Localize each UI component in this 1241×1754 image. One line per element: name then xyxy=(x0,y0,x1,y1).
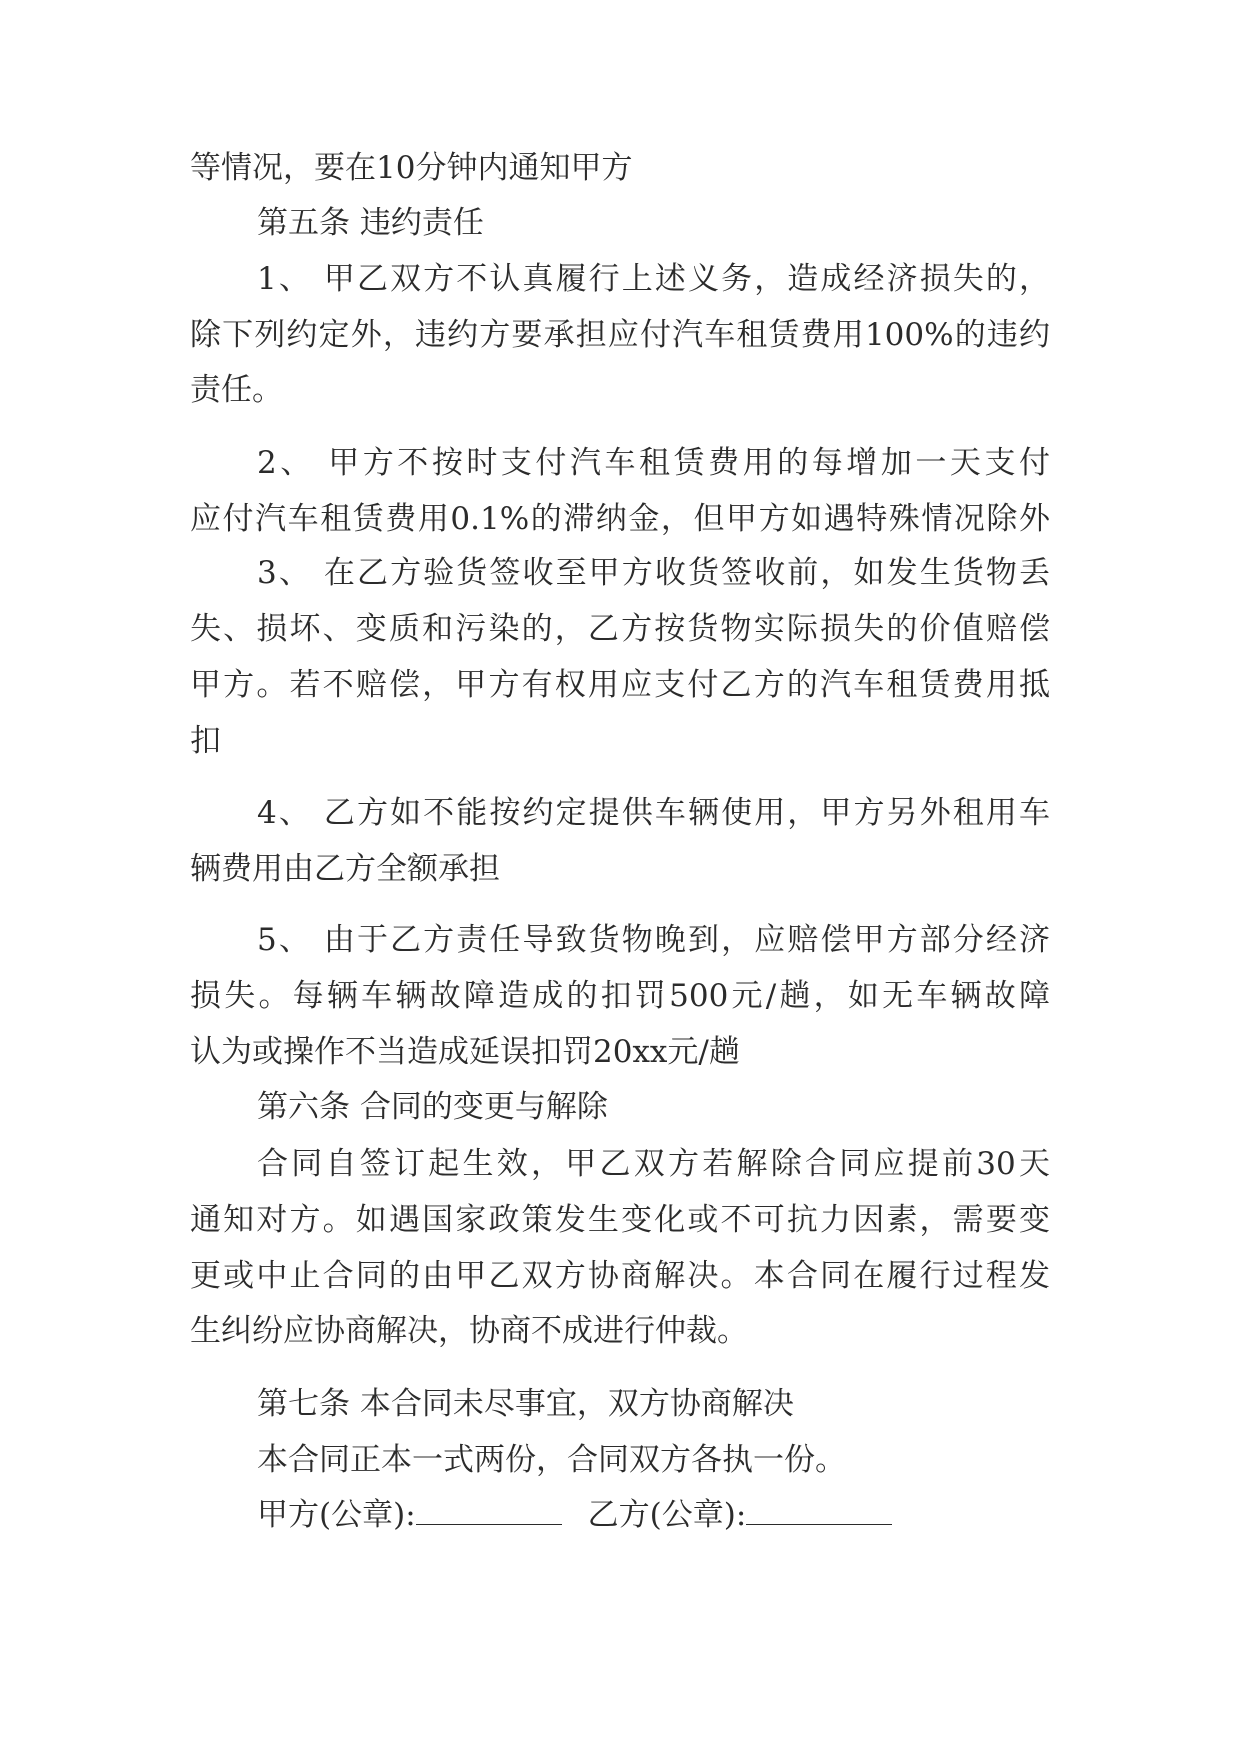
section-6-line: 更或中止合同的由甲乙双方协商解决。本合同在履行过程发 xyxy=(190,1258,1050,1294)
section-6-line: 生纠纷应协商解决，协商不成进行仲裁。 xyxy=(190,1313,748,1349)
party-b-signature-line[interactable] xyxy=(746,1496,892,1525)
paragraph-line: 等情况，要在10分钟内通知甲方 xyxy=(190,150,633,186)
party-a-signature-line[interactable] xyxy=(416,1496,562,1525)
section-heading-7: 第七条 本合同未尽事宜，双方协商解决 xyxy=(257,1386,794,1422)
section-heading-6: 第六条 合同的变更与解除 xyxy=(257,1089,608,1125)
copies-clause: 本合同正本一式两份，合同双方各执一份。 xyxy=(257,1442,846,1478)
clause-3-line: 甲方。若不赔偿，甲方有权用应支付乙方的汽车租赁费用抵 xyxy=(190,667,1050,703)
clause-4-line: 4、 乙方如不能按约定提供车辆使用，甲方另外租用车 xyxy=(257,795,1050,831)
clause-5-line: 损失。每辆车辆故障造成的扣罚500元/趟，如无车辆故障 xyxy=(190,978,1050,1014)
section-6-line: 合同自签订起生效，甲乙双方若解除合同应提前30天 xyxy=(257,1146,1050,1182)
section-heading-5: 第五条 违约责任 xyxy=(257,205,484,241)
clause-2-line: 2、 甲方不按时支付汽车租赁费用的每增加一天支付 xyxy=(257,445,1050,481)
clause-5-line: 5、 由于乙方责任导致货物晚到，应赔偿甲方部分经济 xyxy=(257,922,1050,958)
clause-4-line: 辆费用由乙方全额承担 xyxy=(190,851,500,887)
signature-row xyxy=(257,1495,892,1535)
party-a-label: 甲方(公章): xyxy=(257,1497,416,1533)
section-6-line: 通知对方。如遇国家政策发生变化或不可抗力因素，需要变 xyxy=(190,1202,1050,1238)
clause-1-line: 1、 甲乙双方不认真履行上述义务，造成经济损失的， xyxy=(257,261,1050,297)
party-b-label: 乙方(公章): xyxy=(587,1497,747,1533)
clause-1-line: 责任。 xyxy=(190,372,283,408)
clause-5-line: 认为或操作不当造成延误扣罚20xx元/趟 xyxy=(190,1034,740,1070)
clause-3-line: 扣 xyxy=(190,723,221,759)
clause-3-line: 3、 在乙方验货签收至甲方收货签收前，如发生货物丢 xyxy=(257,555,1050,591)
clause-1-line: 除下列约定外，违约方要承担应付汽车租赁费用100%的违约 xyxy=(190,317,1050,353)
clause-3-line: 失、损坏、变质和污染的，乙方按货物实际损失的价值赔偿 xyxy=(190,611,1050,647)
clause-2-line: 应付汽车租赁费用0.1%的滞纳金，但甲方如遇特殊情况除外 xyxy=(190,501,1050,537)
